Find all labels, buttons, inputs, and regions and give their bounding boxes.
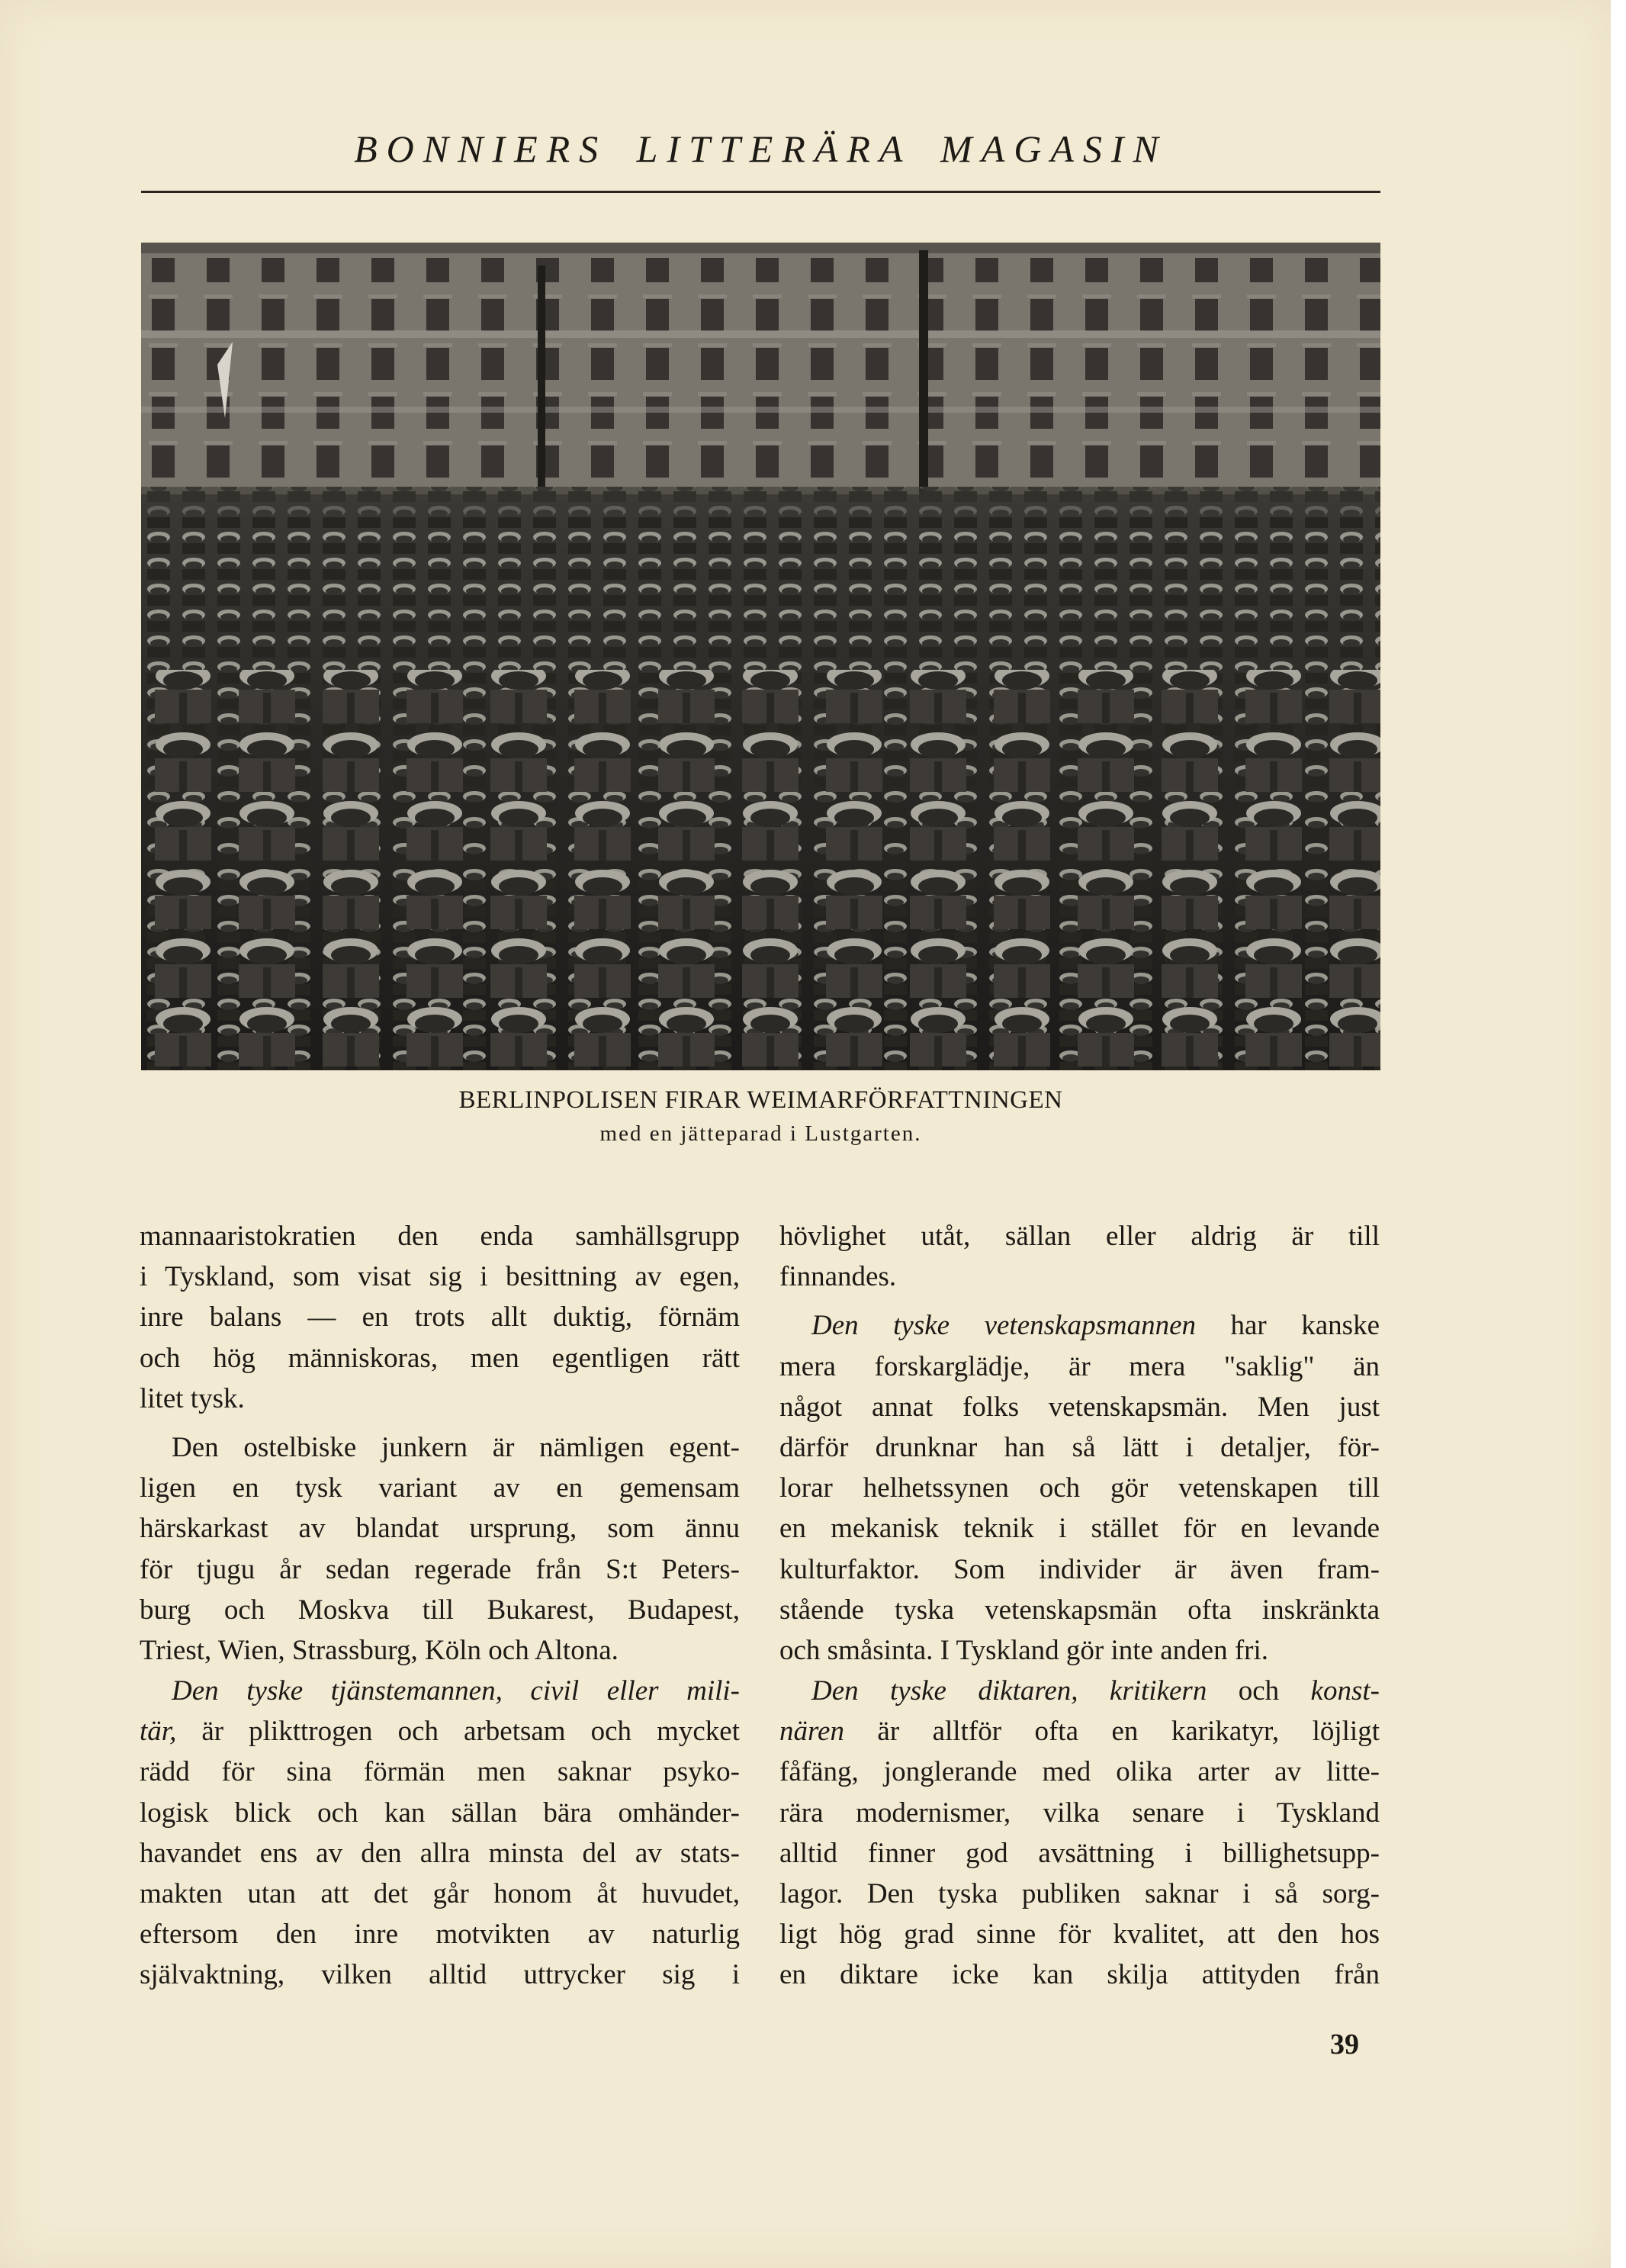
text-line: stående tyska vetenskapsmän ofta inskränkta — [779, 1594, 1380, 1626]
text-line: mera forskarglädje, är mera "saklig" än — [779, 1350, 1380, 1382]
text-line: kulturfaktor. Som individer är även fram- — [779, 1553, 1380, 1585]
parade-photo-illustration — [141, 243, 1380, 1070]
text-line: alltid finner god avsättning i billighetsupp- — [779, 1837, 1380, 1869]
text-line: en diktare icke kan skilja attityden från — [779, 1959, 1380, 1991]
italic-phrase: nären — [779, 1716, 844, 1748]
text-line: hövlighet utåt, sällan eller aldrig är till — [779, 1221, 1380, 1252]
page-number: 39 — [1330, 2028, 1359, 2061]
figure-caption-title: BERLINPOLISEN FIRAR WEIMARFÖRFATTNINGEN — [458, 1086, 1063, 1114]
text-line — [140, 1711, 740, 1752]
text-fragment: är plikttrogen och arbetsam och mycket — [176, 1716, 740, 1748]
text-line: Den ostelbiske junkern är nämligen egent- — [172, 1431, 740, 1463]
text-line: härskarkast av blandat ursprung, som ännu — [140, 1513, 740, 1545]
text-line: eftersom den inre motvikten av naturlig — [140, 1919, 740, 1951]
text-line: i Tyskland, som visat sig i besittning av egen, — [140, 1261, 740, 1293]
running-header: BONNIERS LITTERÄRA MAGASIN — [354, 127, 1168, 170]
italic-phrase: Den tyske diktaren, kritikern — [811, 1675, 1207, 1707]
text-line — [779, 1671, 1380, 1711]
text-line: och hög människoras, men egentligen rätt — [140, 1342, 740, 1374]
text-line: rära modernismer, vilka senare i Tyskland — [779, 1797, 1380, 1829]
text-line: rädd för sina förmän men saknar psyko- — [140, 1756, 740, 1788]
text-line — [779, 1711, 1380, 1752]
text-column-right — [779, 1216, 1380, 1996]
text-line: för tjugu år sedan regerade från S:t Peters- — [140, 1553, 740, 1585]
text-line — [779, 1305, 1380, 1346]
text-line: havandet ens av den allra minsta del av stats- — [140, 1837, 740, 1869]
text-line: ligt hög grad sinne för kvalitet, att den hos — [779, 1919, 1380, 1951]
italic-phrase: konst- — [1310, 1675, 1380, 1707]
text-line: fåfäng, jonglerande med olika arter av litte- — [779, 1756, 1380, 1788]
text-fragment: har kanske — [1196, 1310, 1380, 1342]
text-line: Triest, Wien, Strassburg, Köln och Altona. — [140, 1634, 619, 1666]
text-line-italic: Den tyske tjänstemannen, civil eller mili- — [172, 1675, 740, 1707]
text-line: ligen en tysk variant av en gemensam — [140, 1472, 740, 1504]
text-line: och småsinta. I Tyskland gör inte anden fri. — [779, 1634, 1268, 1666]
italic-phrase: Den tyske vetenskapsmannen — [811, 1310, 1196, 1342]
text-line: mannaaristokratien den enda samhällsgrupp — [140, 1221, 740, 1252]
figure-caption-subtitle: med en jätteparad i Lustgarten. — [599, 1121, 922, 1146]
text-line: logisk blick och kan sällan bära omhänder- — [140, 1797, 740, 1829]
header-rule — [141, 191, 1380, 193]
text-column-left — [140, 1216, 740, 1996]
text-line: inre balans — en trots allt duktig, förnäm — [140, 1301, 740, 1333]
text-line: en mekanisk teknik i stället för en levande — [779, 1513, 1380, 1545]
text-line: makten utan att det går honom åt huvudet, — [140, 1878, 740, 1909]
text-line: lorar helhetssynen och gör vetenskapen till — [779, 1472, 1380, 1504]
text-line: därför drunknar han så lätt i detaljer, för- — [779, 1431, 1380, 1463]
parade-photograph — [141, 243, 1380, 1070]
text-line: finnandes. — [779, 1261, 897, 1293]
text-line: självaktning, vilken alltid uttrycker sig i — [140, 1959, 740, 1991]
text-fragment: är alltför ofta en karikatyr, löjligt — [844, 1716, 1380, 1748]
text-line: burg och Moskva till Bukarest, Budapest, — [140, 1594, 740, 1626]
text-line: något annat folks vetenskapsmän. Men just — [779, 1391, 1380, 1423]
italic-phrase: tär, — [140, 1716, 177, 1748]
text-line: litet tysk. — [140, 1382, 245, 1414]
text-fragment: och — [1207, 1675, 1311, 1707]
text-line: lagor. Den tyska publiken saknar i så sorg- — [779, 1878, 1380, 1909]
